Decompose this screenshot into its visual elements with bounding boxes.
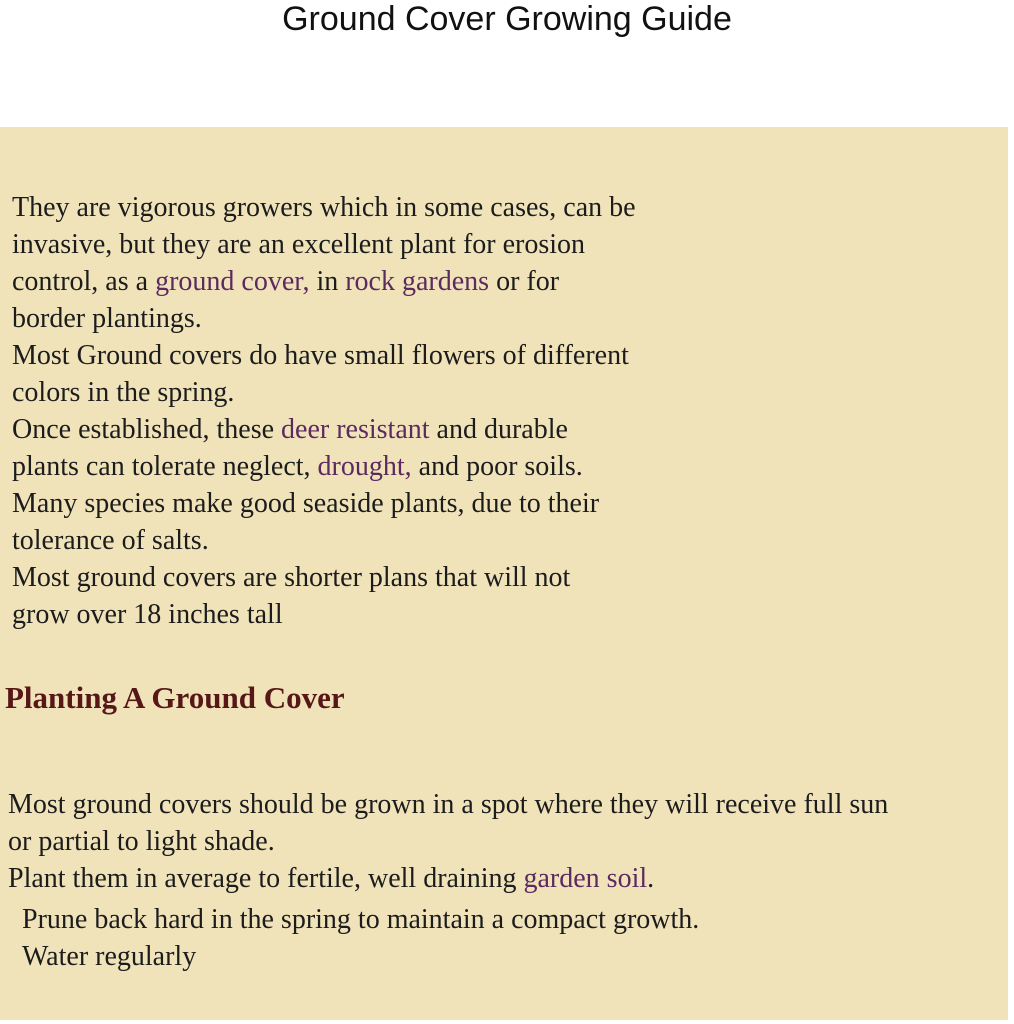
care-instructions: Prune back hard in the spring to maintain a compact growth. Water regularly [22, 904, 700, 972]
content-panel [0, 127, 1008, 1020]
text-segment: in [309, 266, 346, 297]
intro-paragraph [0, 189, 1008, 633]
page-title: Ground Cover Growing Guide [282, 0, 732, 38]
link-drought[interactable]: drought, [317, 451, 412, 482]
text-segment: or for border plantings. Most Ground covers do have small flowers of different colors in the spring. Once established, these [12, 266, 629, 445]
text-segment: . [647, 863, 655, 894]
text-segment: and poor soils. Many species make good seaside plants, due to their tolerance of salts. Most ground covers are shorter plans that will not grow over 18 inches tall [12, 451, 600, 630]
link-ground-cover[interactable]: ground cover, [155, 266, 310, 297]
text-segment: and durable plants can tolerate neglect, [12, 414, 568, 482]
text-segment: They are vigorous growers which in some cases, can be invasive, but they are an excellent plant for erosion control, as a [12, 192, 636, 297]
link-garden-soil[interactable]: garden soil [523, 863, 648, 894]
link-deer-resistant[interactable]: deer resistant [281, 414, 430, 445]
link-rock-gardens[interactable]: rock gardens [345, 266, 490, 297]
text-segment: Most ground covers should be grown in a spot where they will receive full sun or partial to light shade. Plant them in average to fertile, well draining [8, 789, 889, 894]
section-heading-planting: Planting A Ground Cover [5, 680, 345, 715]
planting-paragraph [0, 786, 1008, 897]
